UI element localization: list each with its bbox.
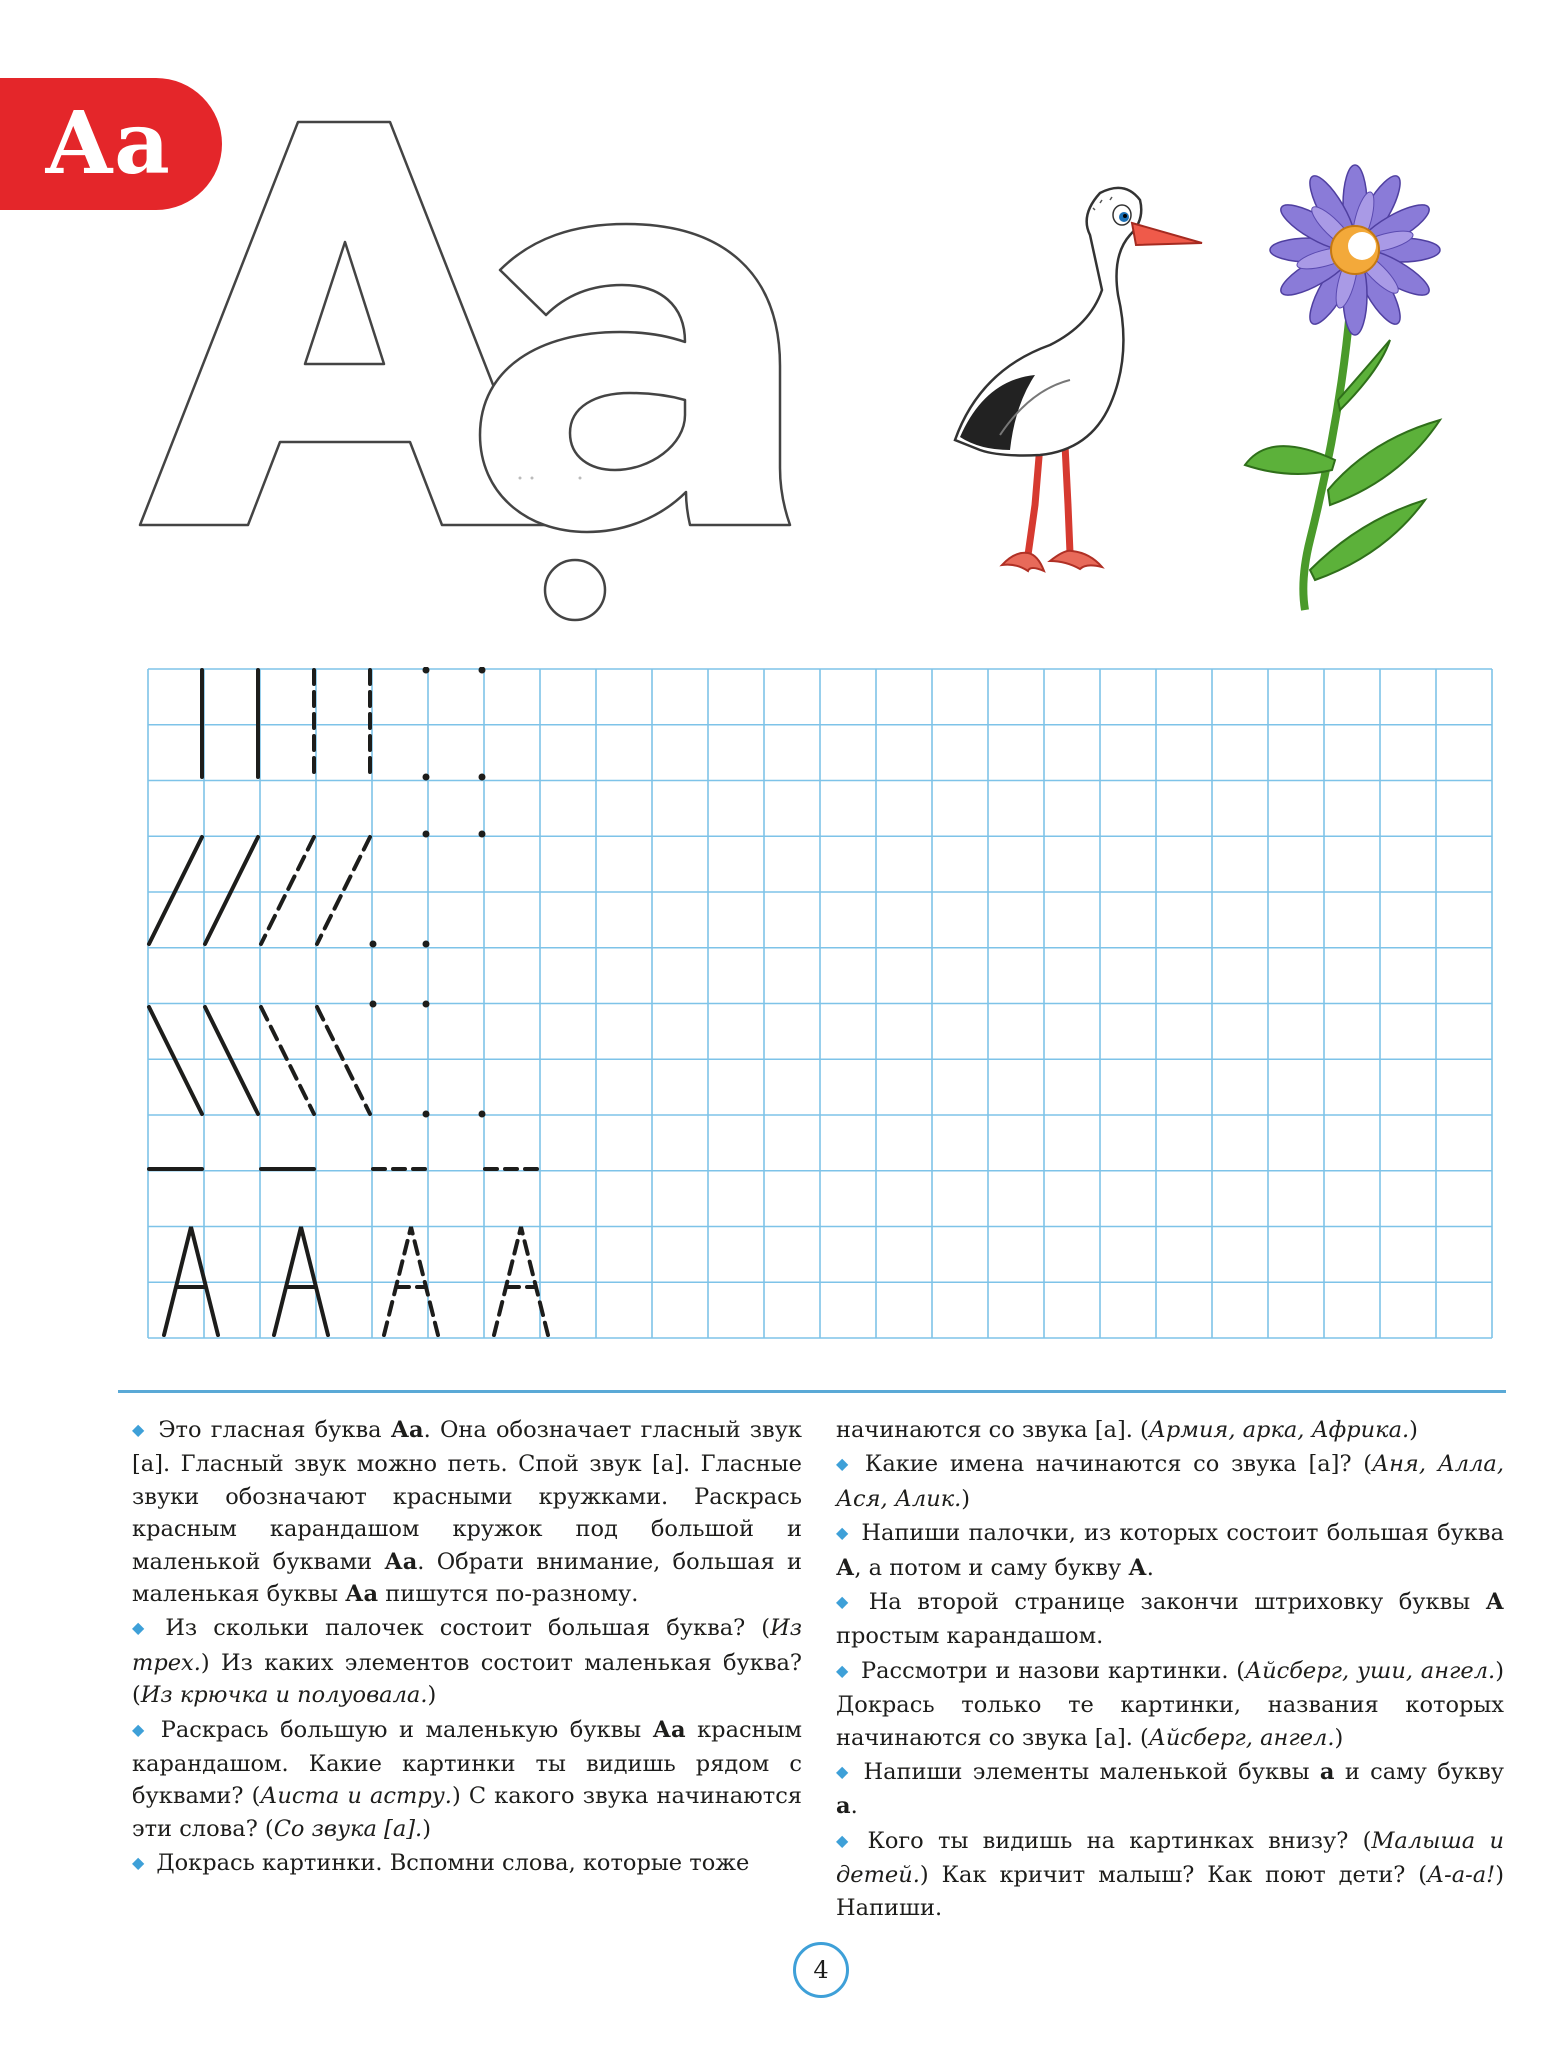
red-circle-outline — [545, 560, 605, 620]
paragraph: ◆ Из скольки палочек состоит большая буква? (Из трех.) Из каких элементов состоит маленькая буква? (Из крючка и полуовала.) — [132, 1615, 802, 1709]
bullet-icon: ◆ — [836, 1830, 856, 1850]
writing-grid[interactable] — [146, 667, 1494, 1344]
bullet-icon: ◆ — [836, 1592, 857, 1612]
paragraph: ◆ На второй странице закончи штриховку буквы А простым карандашом. — [836, 1589, 1504, 1650]
bullet-icon: ◆ — [132, 1618, 154, 1638]
bullet-icon: ◆ — [132, 1719, 149, 1739]
instructions-right — [836, 1414, 1504, 1926]
page-number: 4 — [793, 1942, 849, 1998]
paragraph: ◆ Рассмотри и назови картинки. (Айсберг, уши, ангел.) Докрась только те картинки, названия которых начинаются со звука [а]. (Айсберг, ангел.) — [836, 1657, 1504, 1751]
outline-letters — [100, 100, 860, 640]
bullet-icon: ◆ — [836, 1523, 850, 1543]
divider-rule — [118, 1390, 1506, 1393]
paragraph: ◆ Напиши элементы маленькой буквы а и саму букву а. — [836, 1759, 1504, 1820]
paragraph: ◆ Это гласная буква Аа. Она обозначает гласный звук [а]. Гласный звук можно петь. Спой звук [а]. Гласные звуки обозначают красными кружками. Раскрась красным карандашом кружок под большой и маленькой буквами Аа. Обрати внимание, большая и маленькая буквы Аа пишутся по-разному. — [132, 1417, 802, 1608]
bullet-icon: ◆ — [132, 1420, 147, 1439]
bullet-icon: ◆ — [836, 1762, 852, 1782]
instructions-left — [132, 1414, 802, 1884]
grid-lines — [148, 669, 1492, 1338]
paragraph: начинаются со звука [а]. (Армия, арка, Африка.) — [836, 1417, 1418, 1443]
paragraph: ◆ Докрась картинки. Вспомни слова, которые тоже — [132, 1850, 750, 1877]
bullet-icon: ◆ — [132, 1853, 145, 1873]
paragraph: ◆ Кого ты видишь на картинках внизу? (Малыша и детей.) Как кричит малыш? Как поют дети? (А-а-а!) Напиши. — [836, 1827, 1504, 1921]
paragraph: ◆ Раскрась большую и маленькую буквы Аа красным карандашом. Какие картинки ты видишь рядом с буквами? (Аиста и астру.) С какого звука начинаются эти слова? (Со звука [а].) — [132, 1716, 803, 1842]
outline-small-a — [480, 224, 790, 532]
bullet-icon: ◆ — [836, 1454, 853, 1474]
paragraph: ◆ Напиши палочки, из которых состоит большая буква А, а потом и саму букву А. — [836, 1520, 1504, 1581]
stork-icon — [940, 175, 1210, 595]
tab-label: Аа — [44, 93, 170, 194]
tracing-strokes — [149, 670, 548, 1335]
bullet-icon: ◆ — [836, 1660, 849, 1680]
flower-icon — [1240, 160, 1470, 620]
paragraph: ◆ Какие имена начинаются со звука [а]? (Аня, Алла, Ася, Алик.) — [836, 1451, 1504, 1512]
